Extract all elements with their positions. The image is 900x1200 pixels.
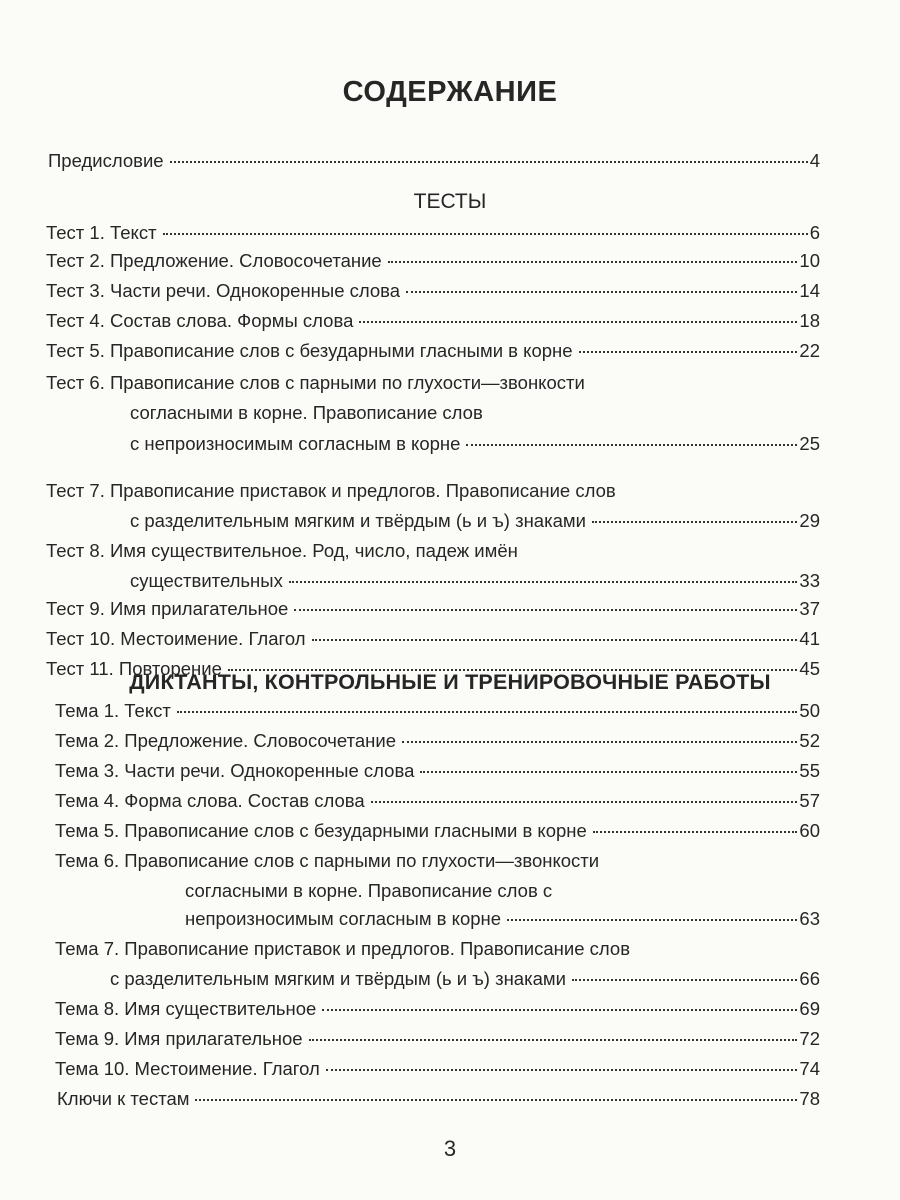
entry-label: Тема 3. Части речи. Однокоренные слова	[55, 760, 415, 781]
dot-leader	[371, 801, 798, 803]
toc-entry	[46, 310, 820, 336]
entry-label: Предисловие	[48, 150, 164, 171]
toc-entry	[46, 250, 820, 276]
toc-entry	[46, 628, 820, 654]
entry-label: Тест 7. Правописание приставок и предлогов. Правописание слов	[46, 480, 616, 501]
toc-entry-line	[185, 880, 552, 902]
toc-entry-line	[130, 402, 483, 424]
toc-entry-line	[46, 480, 616, 502]
section-heading-dictations: ДИКТАНТЫ, КОНТРОЛЬНЫЕ И ТРЕНИРОВОЧНЫЕ РАБОТЫ	[129, 670, 771, 694]
toc-entry	[46, 598, 820, 624]
entry-label: Тема 8. Имя существительное	[55, 998, 317, 1019]
dot-leader	[322, 1009, 797, 1011]
dot-leader	[592, 521, 797, 523]
dot-leader	[402, 741, 797, 743]
entry-label: согласными в корне. Правописание слов	[130, 402, 483, 423]
toc-entry	[46, 222, 820, 248]
entry-label: существительных	[130, 570, 283, 591]
entry-label: Тема 10. Местоимение. Глагол	[55, 1058, 320, 1079]
entry-label: Ключи к тестам	[57, 1088, 190, 1109]
dot-leader	[163, 233, 808, 235]
toc-entry	[55, 1058, 820, 1084]
toc-entry	[130, 570, 820, 596]
dot-leader	[326, 1069, 798, 1071]
dot-leader	[170, 161, 808, 163]
dot-leader	[177, 711, 798, 713]
entry-page: 60	[799, 820, 820, 841]
toc-entry-line	[55, 850, 599, 872]
toc-entry-keys	[57, 1088, 820, 1114]
dot-leader	[579, 351, 798, 353]
dot-leader	[420, 771, 797, 773]
entry-page: 29	[799, 510, 820, 531]
entry-label: Тест 10. Местоимение. Глагол	[46, 628, 306, 649]
page-title: СОДЕРЖАНИЕ	[342, 76, 558, 108]
entry-label: непроизносимым согласным в корне	[185, 908, 502, 929]
entry-label: Тест 9. Имя прилагательное	[46, 598, 289, 619]
entry-label: Тест 3. Части речи. Однокоренные слова	[46, 280, 401, 301]
section-heading-tests: ТЕСТЫ	[413, 190, 487, 213]
dot-leader	[359, 321, 797, 323]
entry-label: согласными в корне. Правописание слов с	[185, 880, 553, 901]
toc-entry-preface	[48, 150, 820, 176]
entry-page: 45	[799, 658, 820, 679]
dot-leader	[388, 261, 798, 263]
dot-leader	[312, 639, 798, 641]
entry-page: 37	[799, 598, 820, 619]
entry-page: 63	[799, 908, 820, 929]
entry-page: 33	[799, 570, 820, 591]
entry-page: 18	[799, 310, 820, 331]
entry-page: 22	[799, 340, 820, 361]
entry-page: 57	[799, 790, 820, 811]
entry-label: Тема 2. Предложение. Словосочетание	[55, 730, 397, 751]
toc-entry-line	[46, 540, 518, 562]
entry-page: 55	[799, 760, 820, 781]
toc-entry	[130, 433, 820, 459]
entry-page: 25	[799, 433, 820, 454]
toc-entry	[55, 998, 820, 1024]
entry-label: с непроизносимым согласным в корне	[130, 433, 461, 454]
toc-entry	[55, 820, 820, 846]
entry-label: Тема 9. Имя прилагательное	[55, 1028, 303, 1049]
dot-leader	[294, 609, 797, 611]
toc-entry	[185, 908, 820, 934]
dot-leader	[289, 581, 798, 583]
toc-entry	[55, 790, 820, 816]
entry-page: 66	[799, 968, 820, 989]
entry-page: 78	[799, 1088, 820, 1109]
toc-entry	[46, 280, 820, 306]
page-number: 3	[443, 1136, 457, 1161]
entry-page: 14	[799, 280, 820, 301]
dot-leader	[466, 444, 797, 446]
toc-entry	[130, 510, 820, 536]
dot-leader	[406, 291, 797, 293]
entry-page: 52	[799, 730, 820, 751]
dot-leader	[572, 979, 797, 981]
entry-page: 74	[799, 1058, 820, 1079]
entry-page: 4	[809, 150, 820, 171]
toc-entry	[55, 730, 820, 756]
entry-label: Тема 5. Правописание слов с безударными гласными в корне	[55, 820, 587, 841]
entry-label: Тема 4. Форма слова. Состав слова	[55, 790, 365, 811]
entry-label: Тема 7. Правописание приставок и предлогов. Правописание слов	[55, 938, 631, 959]
entry-label: Тест 4. Состав слова. Формы слова	[46, 310, 354, 331]
dot-leader	[507, 919, 797, 921]
entry-label: Тест 8. Имя существительное. Род, число, падеж имён	[46, 540, 518, 561]
toc-entry-line	[46, 372, 585, 394]
entry-label: Тест 11. Повторение	[46, 658, 222, 679]
toc-entry	[55, 700, 820, 726]
entry-page: 69	[799, 998, 820, 1019]
toc-entry	[46, 340, 820, 366]
dot-leader	[309, 1039, 798, 1041]
toc-entry	[55, 1028, 820, 1054]
entry-label: Тест 5. Правописание слов с безударными гласными в корне	[46, 340, 573, 361]
dot-leader	[593, 831, 798, 833]
entry-label: с разделительным мягким и твёрдым (ь и ъ) знаками	[110, 968, 566, 989]
entry-label: Тема 1. Текст	[55, 700, 171, 721]
entry-label: Тема 6. Правописание слов с парными по глухости—звонкости	[55, 850, 600, 871]
toc-entry	[55, 760, 820, 786]
entry-label: Тест 1. Текст	[46, 222, 157, 243]
dot-leader	[195, 1099, 797, 1101]
entry-page: 10	[799, 250, 820, 271]
entry-page: 72	[799, 1028, 820, 1049]
entry-page: 50	[799, 700, 820, 721]
entry-label: Тест 2. Предложение. Словосочетание	[46, 250, 382, 271]
entry-page: 41	[799, 628, 820, 649]
toc-entry	[110, 968, 820, 994]
entry-page: 6	[809, 222, 820, 243]
entry-label: с разделительным мягким и твёрдым (ь и ъ) знаками	[130, 510, 586, 531]
toc-entry-line	[55, 938, 630, 960]
entry-label: Тест 6. Правописание слов с парными по глухости—звонкости	[46, 372, 585, 393]
